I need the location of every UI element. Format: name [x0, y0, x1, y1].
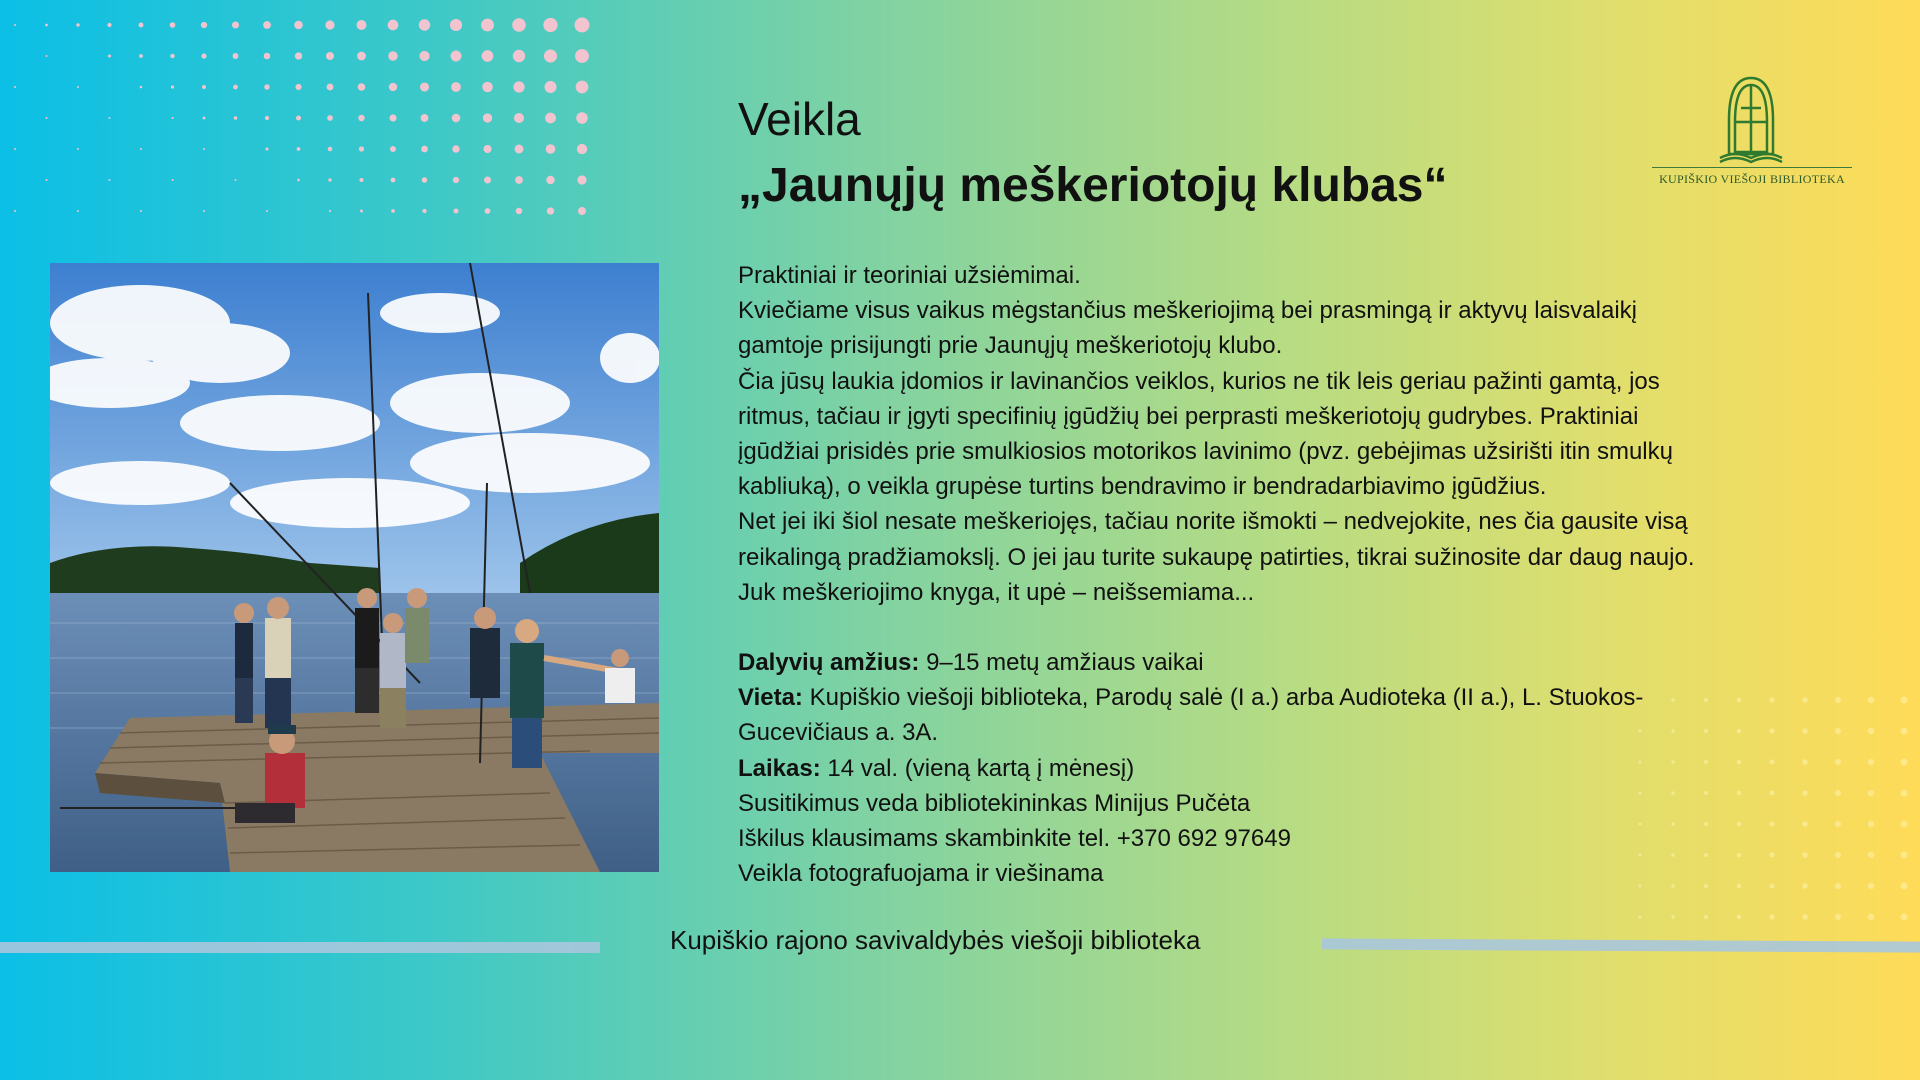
decorative-dot — [201, 53, 206, 58]
decorative-dot — [421, 114, 429, 122]
decorative-dot — [1802, 728, 1808, 734]
decorative-dot — [1835, 759, 1841, 765]
decorative-dot — [1901, 914, 1908, 921]
decorative-dot — [1835, 697, 1841, 703]
decorative-dot — [140, 148, 142, 150]
decorative-dot — [266, 210, 268, 212]
decorative-dot — [1802, 697, 1808, 703]
decorative-dot — [1901, 759, 1908, 766]
decorative-dot — [328, 178, 331, 181]
decorative-dot — [1868, 759, 1875, 766]
decorative-dot — [14, 24, 16, 26]
decorative-dot — [1868, 821, 1875, 828]
decorative-dot — [1770, 698, 1775, 703]
decorative-dot — [296, 116, 301, 121]
decorative-dot — [357, 20, 367, 30]
decorative-dot — [264, 84, 269, 89]
decorative-dot — [77, 148, 79, 150]
decorative-dot — [1704, 915, 1708, 919]
paragraph-gap — [738, 610, 1768, 645]
decorative-dot — [422, 209, 426, 213]
decorative-dot — [1802, 914, 1808, 920]
decorative-dot — [46, 179, 48, 181]
decorative-dot — [1737, 915, 1742, 920]
decorative-dot — [329, 210, 331, 212]
activity-description — [738, 258, 1768, 891]
decorative-dot — [1770, 853, 1775, 858]
decorative-dot — [326, 52, 334, 60]
decorative-dot — [1868, 914, 1875, 921]
decorative-dot — [1802, 821, 1808, 827]
decorative-dot — [1868, 790, 1875, 797]
decorative-dot — [1901, 790, 1908, 797]
decorative-dot — [107, 23, 111, 27]
decorative-dot — [1835, 852, 1841, 858]
description-line: Kviečiame visus vaikus mėgstančius meškeriojimą bei prasmingą ir aktyvų laisvalaikį — [738, 297, 1637, 325]
decorative-dot — [1868, 697, 1875, 704]
logo-divider — [1652, 167, 1852, 168]
decorative-dot — [453, 208, 458, 213]
page-title: „Jaunųjų meškeriotojų klubas“ — [738, 159, 1448, 212]
decorative-dot — [484, 177, 491, 184]
decorative-dot — [264, 53, 271, 60]
decorative-dot — [485, 208, 491, 214]
decorative-dot — [388, 51, 398, 61]
decorative-dot — [1868, 728, 1875, 735]
decorative-dot — [545, 81, 557, 93]
decorative-dot — [172, 179, 174, 181]
decorative-dot — [140, 210, 142, 212]
decorative-dot — [203, 117, 206, 120]
decorative-dot — [545, 113, 556, 124]
decorative-dot — [419, 19, 430, 30]
decorative-dot — [389, 114, 396, 121]
decorative-dot — [46, 55, 48, 57]
decorative-dot — [76, 23, 79, 26]
place-label: Vieta: — [738, 684, 803, 712]
decorative-dot — [1770, 760, 1775, 765]
decorative-dot — [451, 51, 462, 62]
decorative-dot — [453, 177, 459, 183]
decorative-dot — [513, 81, 524, 92]
decorative-dot — [297, 147, 301, 151]
decorative-dot — [1770, 729, 1775, 734]
decorative-dot — [391, 209, 395, 213]
description-line: reikalingą pradžiamokslį. O jei jau turite sukaupę patirties, tikrai sužinosite dar daug naujo. — [738, 543, 1695, 571]
decorative-dot — [546, 144, 556, 154]
decorative-dot — [46, 117, 48, 119]
logo-caption: KUPIŠKIO VIEŠOJI BIBLIOTEKA — [1659, 172, 1845, 186]
decorative-dot — [297, 179, 300, 182]
decorative-dot — [1802, 852, 1808, 858]
decorative-dot — [390, 146, 396, 152]
decorative-dot — [170, 54, 174, 58]
decorative-dot — [1868, 852, 1875, 859]
photo-note: Veikla fotografuojama ir viešinama — [738, 860, 1104, 888]
decorative-dot — [388, 20, 399, 31]
decorative-dot — [201, 22, 207, 28]
place-detail — [738, 680, 1768, 715]
decorative-dot — [263, 21, 271, 29]
description-line: Juk meškeriojimo knyga, it upė – neišsemiama... — [738, 578, 1255, 606]
place-value: Kupiškio viešoji biblioteka, Parodų salė (I a.) arba Audioteka (II a.), L. Stuokos- — [802, 684, 1644, 712]
decorative-dot — [327, 84, 334, 91]
decorative-dot — [171, 85, 174, 88]
decorative-dot — [1901, 852, 1908, 859]
decorative-dot — [482, 50, 494, 62]
decorative-dot — [1770, 822, 1775, 827]
children-fishing-photo — [50, 263, 659, 872]
time-label: Laikas: — [738, 754, 821, 782]
description-line: gamtoje prisijungti prie Jaunųjų meškeriotojų klubo. — [738, 332, 1283, 360]
decorative-dot — [139, 23, 144, 28]
decorative-dot — [1802, 883, 1808, 889]
decorative-dot — [515, 176, 523, 184]
decorative-dot — [1868, 883, 1875, 890]
decorative-dot — [295, 84, 301, 90]
decorative-dot — [420, 82, 429, 91]
decorative-dot — [514, 113, 524, 123]
decorative-dot — [1901, 821, 1908, 828]
decorative-dot — [482, 82, 493, 93]
decorative-dot — [1639, 916, 1642, 919]
page-title-category: Veikla — [738, 93, 861, 145]
footer-bar-right — [1322, 938, 1920, 952]
decorative-dot — [481, 19, 494, 32]
decorative-dot — [512, 18, 526, 32]
decorative-dot — [575, 49, 589, 63]
decorative-dot — [109, 179, 111, 181]
decorative-dot — [391, 178, 396, 183]
decorative-dot — [1770, 884, 1775, 889]
decorative-dot — [546, 176, 554, 184]
decorative-dot — [265, 116, 269, 120]
decorative-dot — [171, 117, 173, 119]
decorative-dot — [1770, 915, 1775, 920]
decorative-dot — [1802, 759, 1808, 765]
decorative-dot — [327, 115, 333, 121]
decorative-dot — [45, 24, 48, 27]
decorative-dot-pattern — [0, 0, 620, 230]
decorative-dot — [450, 19, 462, 31]
decorative-dot — [265, 147, 268, 150]
decorative-dot — [483, 113, 492, 122]
decorative-dot — [1770, 791, 1775, 796]
host-detail: Susitikimus veda bibliotekininkas Minijus Pučėta — [738, 789, 1251, 817]
decorative-dot — [235, 179, 237, 181]
decorative-dot — [233, 85, 238, 90]
decorative-dot — [234, 116, 238, 120]
decorative-dot — [1835, 914, 1841, 920]
decorative-dot — [451, 82, 461, 92]
decorative-dot — [14, 210, 16, 212]
phone-detail: Iškilus klausimams skambinkite tel. +370 692 97649 — [738, 825, 1291, 853]
time-value: 14 val. (vieną kartą į mėnesį) — [820, 754, 1135, 782]
decorative-dot — [233, 53, 239, 59]
decorative-dot — [139, 54, 143, 58]
decorative-dot — [358, 83, 366, 91]
decorative-dot — [547, 207, 554, 214]
decorative-dot — [1901, 697, 1908, 704]
decorative-dot — [422, 177, 428, 183]
decorative-dot — [1802, 790, 1808, 796]
decorative-dot — [421, 146, 428, 153]
decorative-dot — [483, 145, 491, 153]
decorative-dot — [14, 86, 16, 88]
decorative-dot — [360, 210, 363, 213]
decorative-dot — [452, 114, 461, 123]
decorative-dot — [203, 210, 205, 212]
decorative-dot — [575, 18, 590, 33]
description-line: Čia jūsų laukia įdomios ir lavinančios veiklos, kurios ne tik leis geriau pažinti gamtą, jos — [738, 367, 1660, 395]
decorative-dot — [232, 21, 239, 28]
age-label: Dalyvių amžius: — [738, 649, 920, 677]
footer-bar-left — [0, 942, 600, 953]
decorative-dot — [140, 86, 143, 89]
decorative-dot — [389, 83, 397, 91]
place-detail-continued: Gucevičiaus a. 3A. — [738, 719, 939, 747]
description-line: kabliuką), o veikla grupėse turtins bendravimo ir bendradarbiavimo įgūdžius. — [738, 473, 1547, 501]
decorative-dot — [359, 178, 363, 182]
decorative-dot — [295, 52, 302, 59]
description-line: Net jei iki šiol nesate meškeriojęs, tačiau norite išmokti – nedvejokite, nes čia gausite visą — [738, 508, 1688, 536]
decorative-dot — [576, 81, 589, 94]
decorative-dot — [1835, 821, 1841, 827]
decorative-dot — [202, 85, 206, 89]
decorative-dot — [1835, 790, 1841, 796]
decorative-dot — [1901, 883, 1908, 890]
decorative-dot — [358, 115, 364, 121]
time-detail — [738, 751, 1768, 786]
decorative-dot — [577, 144, 587, 154]
age-detail — [738, 645, 1768, 680]
footer-library-name: Kupiškio rajono savivaldybės viešoji biblioteka — [670, 925, 1201, 955]
decorative-dot — [108, 55, 111, 58]
decorative-dot — [543, 18, 557, 32]
decorative-dot — [77, 210, 79, 212]
decorative-dot — [513, 50, 525, 62]
decorative-dot — [357, 52, 366, 61]
decorative-dot — [1671, 915, 1675, 919]
decorative-dot — [1901, 728, 1908, 735]
decorative-dot — [544, 49, 557, 62]
decorative-dot — [170, 22, 176, 28]
decorative-dot — [516, 208, 523, 215]
description-line: ritmus, tačiau ir įgyti specifinių įgūdžių bei perprasti meškeriotojų gudrybes. Praktiniai — [738, 402, 1639, 430]
decorative-dot — [109, 117, 111, 119]
decorative-dot — [77, 86, 79, 88]
decorative-dot — [14, 148, 16, 150]
decorative-dot — [294, 21, 303, 30]
decorative-dot — [578, 207, 586, 215]
decorative-dot — [1835, 883, 1841, 889]
decorative-dot — [577, 175, 586, 184]
decorative-dot — [203, 148, 205, 150]
decorative-dot — [452, 145, 459, 152]
decorative-dot — [328, 147, 333, 152]
decorative-dot — [1835, 728, 1841, 734]
age-value: 9–15 metų amžiaus vaikai — [919, 649, 1204, 677]
decorative-dot — [576, 112, 588, 124]
decorative-dot — [515, 145, 524, 154]
description-line: įgūdžiai prisidės prie smulkiosios motorikos lavinimo (pvz. gebėjimas užsirišti itin smulkų — [738, 438, 1673, 466]
description-line: Praktiniai ir teoriniai užsiėmimai. — [738, 262, 1081, 289]
decorative-dot — [419, 51, 429, 61]
decorative-dot — [359, 146, 364, 151]
decorative-dot — [325, 20, 334, 29]
